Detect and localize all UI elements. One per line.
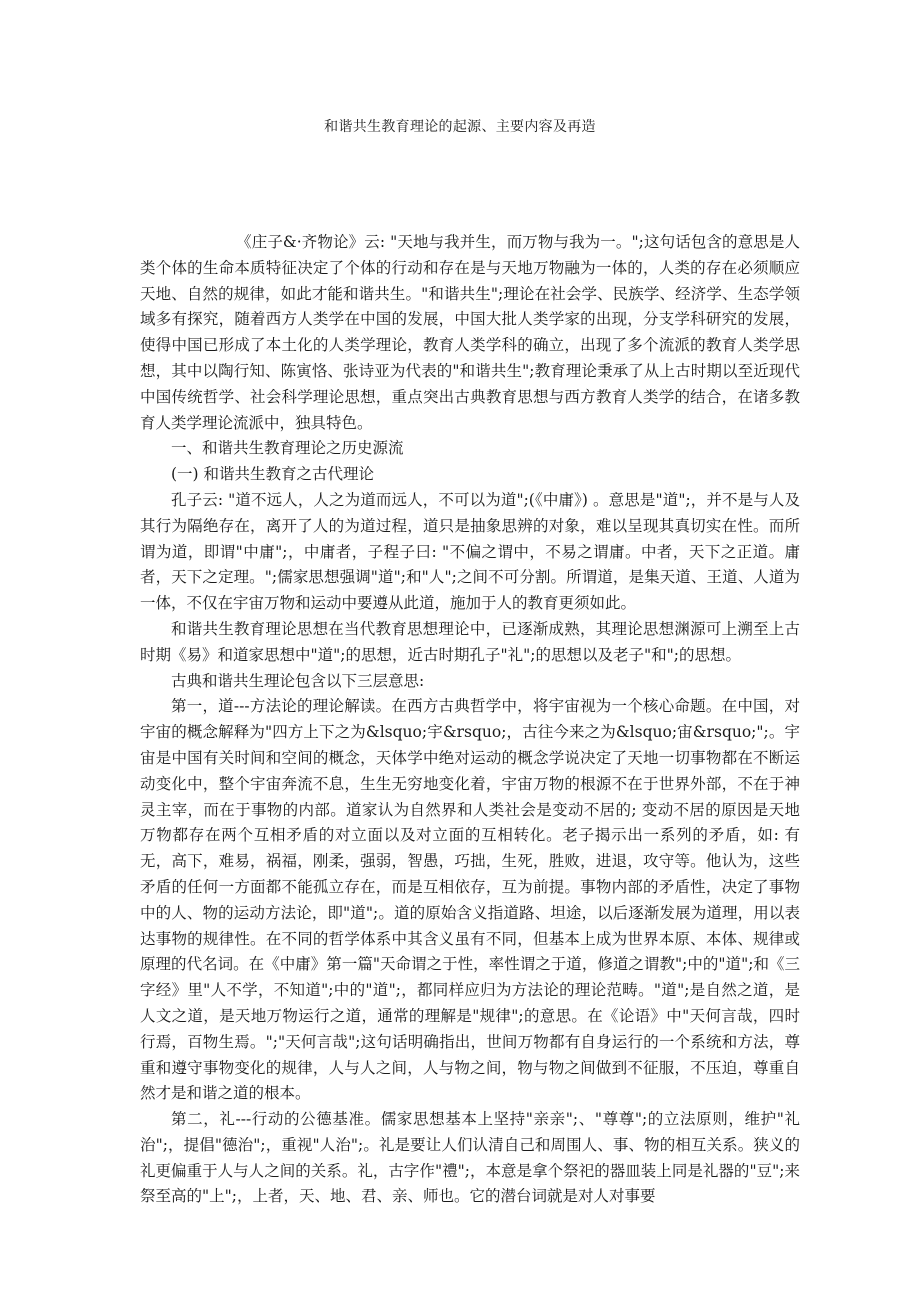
subsection-heading: (一) 和谐共生教育之古代理论	[171, 465, 375, 484]
paragraph-li: 第二，礼---行动的公德基准。儒家思想基本上坚持"亲亲";、"尊尊";的立法原则，维护"礼治";，提倡"德治";，重视"人治";。礼是要让人们认清自己和周围人、事、物的相互关系。狭义的礼更偏重于人与人之间的关系。礼，古字作"禮";，本意是拿个祭祀的器皿装上同是礼器的"豆";来祭至高的"上";，上者，天、地、君、亲、师也。它的潜台词就是对人对事要	[140, 1110, 800, 1206]
document-body	[140, 230, 800, 1210]
paragraph-three-meanings: 古典和谐共生理论包含以下三层意思:	[171, 671, 425, 690]
paragraph-confucius: 孔子云: "道不远人，人之为道而远人，不可以为道";(《中庸》) 。意思是"道";，并不是与人及其行为隔绝存在，离开了人的为道过程，道只是抽象思辨的对象，难以呈现其真切实在性。而所谓为道，即谓"中庸";，中庸者，子程子曰: "不偏之谓中，不易之谓庸。中者，天下之正道。庸者，天下之定理。";儒家思想强调"道";和"人";之间不可分割。所谓道，是集天道、王道、人道为一体，不仅在宇宙万物和运动中要遵从此道，施加于人的教育更须如此。	[140, 490, 800, 613]
paragraph-origins: 和谐共生教育理论思想在当代教育思想理论中，已逐渐成熟，其理论思想渊源可上溯至上古时期《易》和道家思想中"道";的思想，近古时期孔子"礼";的思想以及老子"和";的思想。	[140, 619, 800, 664]
paragraph-intro: 《庄子&·齐物论》云: "天地与我并生，而万物与我为一。";这句话包含的意思是人类个体的生命本质特征决定了个体的行动和存在是与天地万物融为一体的，人类的存在必须顺应天地、自然的规律，如此才能和谐共生。"和谐共生";理论在社会学、民族学、经济学、生态学领域多有探究，随着西方人类学在中国的发展，中国大批人类学家的出现，分支学科研究的发展，使得中国已形成了本土化的人类学理论，教育人类学科的确立，出现了多个流派的教育人类学思想，其中以陶行知、陈寅恪、张诗亚为代表的"和谐共生";教育理论秉承了从上古时期以至近现代中国传统哲学、社会科学理论思想，重点突出古典教育思想与西方教育人类学的结合，在诸多教育人类学理论流派中，独具特色。	[140, 233, 800, 432]
paragraph-dao: 第一，道---方法论的理论解读。在西方古典哲学中，将宇宙视为一个核心命题。在中国，对宇宙的概念解释为"四方上下之为&lsquo;宇&rsquo;，古往今来之为&lsquo;宙&rsquo;";。宇宙是中国有关时间和空间的概念，天体学中绝对运动的概念学说决定了天地一切事物都在不断运动变化中，整个宇宙奔流不息，生生无穷地变化着，宇宙万物的根源不在于世界外部，不在于神灵主宰，而在于事物的内部。道家认为自然界和人类社会是变动不居的; 变动不居的原因是天地万物都存在两个互相矛盾的对立面以及对立面的互相转化。老子揭示出一系列的矛盾，如: 有无，高下，难易，祸福，刚柔，强弱，智愚，巧拙，生死，胜败，进退，攻守等。他认为，这些矛盾的任何一方面都不能孤立存在，而是互相依存，互为前提。事物内部的矛盾性，决定了事物中的人、物的运动方法论，即"道";。道的原始含义指道路、坦途，以后逐渐发展为道理，用以表达事物的规律性。在不同的哲学体系中其含义虽有不同，但基本上成为世界本原、本体、规律或原理的代名词。在《中庸》第一篇"天命谓之于性，率性谓之于道，修道之谓教";中的"道";和《三字经》里"人不学，不知道";中的"道";，都同样应归为方法论的理论范畴。"道";是自然之道，是人文之道，是天地万物运行之道，通常的理解是"规律";的意思。在《论语》中"天何言哉，四时行焉，百物生焉。";"天何言哉";这句话明确指出，世间万物都有自身运行的一个系统和方法，尊重和遵守事物变化的规律，人与人之间，人与物之间，物与物之间做到不征服，不压迫，尊重自然才是和谐之道的根本。	[140, 697, 800, 1103]
section-heading: 一、和谐共生教育理论之历史源流	[171, 439, 404, 458]
document-title: 和谐共生教育理论的起源、主要内容及再造	[324, 119, 596, 135]
